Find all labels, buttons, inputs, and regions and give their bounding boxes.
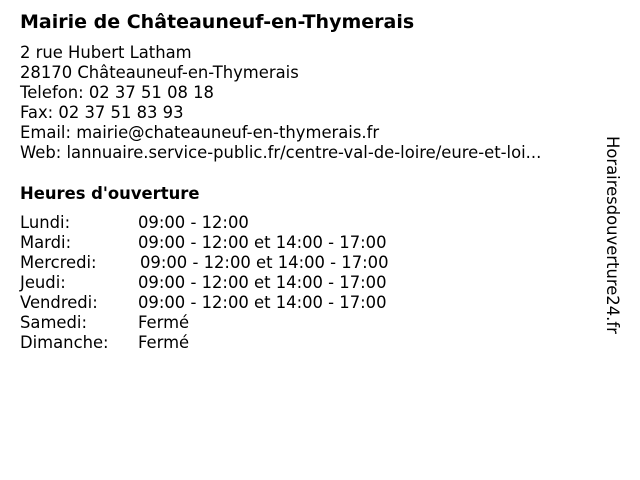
day-label: Lundi: [20,213,71,232]
website-link[interactable]: Web: lannuaire.service-public.fr/centre-val-de-loire/eure-et-loi... [20,143,542,162]
day-hours: 09:00 - 12:00 et 14:00 - 17:00 [138,233,387,252]
day-label: Jeudi: [20,273,66,292]
day-hours: 09:00 - 12:00 et 14:00 - 17:00 [140,253,389,272]
phone-number: Telefon: 02 37 51 08 18 [20,83,214,102]
day-label: Dimanche: [20,333,109,352]
contact-block [20,43,541,163]
day-hours: 09:00 - 12:00 et 14:00 - 17:00 [138,293,387,312]
day-hours: 09:00 - 12:00 [138,213,249,232]
page-title: Mairie de Châteauneuf-en-Thymerais [20,11,415,33]
day-label: Vendredi: [20,293,98,312]
day-label: Samedi: [20,313,87,332]
day-hours: 09:00 - 12:00 et 14:00 - 17:00 [138,273,387,292]
day-hours: Fermé [138,313,190,332]
site-watermark: Horairesdouverture24.fr [603,136,622,334]
day-label: Mercredi: [20,253,97,272]
day-label: Mardi: [20,233,72,252]
fax-number: Fax: 02 37 51 83 93 [20,103,184,122]
day-hours: Fermé [138,333,190,352]
city-address: 28170 Châteauneuf-en-Thymerais [20,63,299,82]
hours-heading: Heures d'ouverture [20,184,200,203]
street-address: 2 rue Hubert Latham [20,43,192,62]
email-address[interactable]: Email: mairie@chateauneuf-en-thymerais.fr [20,123,380,142]
